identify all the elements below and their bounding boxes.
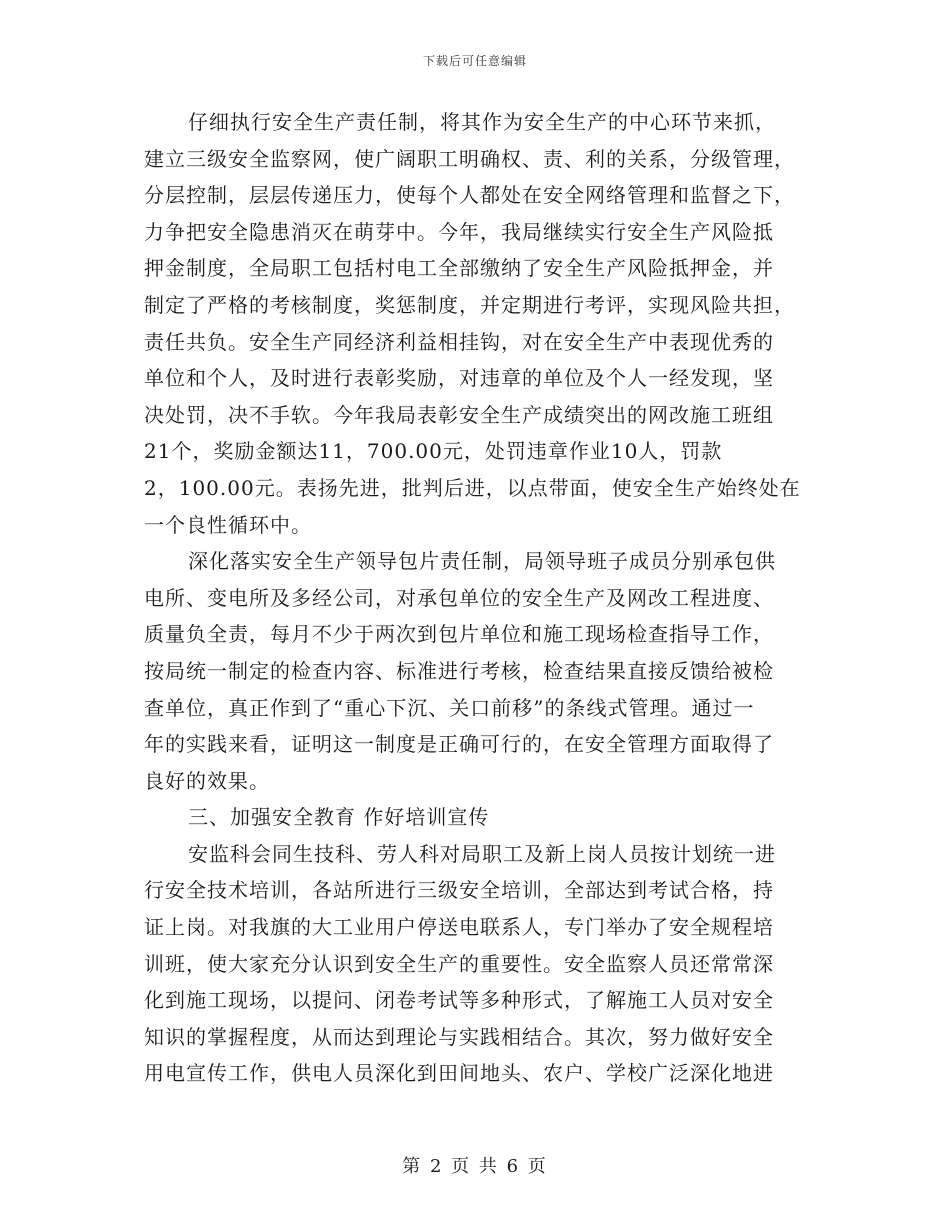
- paragraph-line: 责任共负。安全生产同经济利益相挂钩，对在安全生产中表现优秀的: [144, 329, 774, 354]
- document-body: [144, 104, 814, 1092]
- paragraph-line: 制定了严格的考核制度，奖惩制度，并定期进行考评，实现风险共担，: [144, 292, 795, 317]
- paragraph-line: 训班，使大家充分认识到安全生产的重要性。安全监察人员还常常深: [144, 951, 774, 976]
- paragraph-line: 2，100.00元。表扬先进，批判后进，以点带面，使安全生产始终处在: [144, 475, 801, 500]
- paragraph-line: 行安全技术培训，各站所进行三级安全培训，全部达到考试合格，持: [144, 878, 774, 903]
- paragraph-line: 21个，奖励金额达11，700.00元，处罚违章作业10人，罚款: [144, 439, 723, 464]
- paragraph-line: 查单位，真正作到了“重心下沉、关口前移”的条线式管理。通过一: [144, 695, 755, 720]
- paragraph-line: 分层控制，层层传递压力，使每个人都处在安全网络管理和监督之下，: [144, 183, 795, 208]
- paragraph-line: 仔细执行安全生产责任制，将其作为安全生产的中心环节来抓，: [188, 110, 776, 134]
- paragraph-line: 深化落实安全生产领导包片责任制，局领导班子成员分别承包供: [188, 549, 776, 574]
- section-heading: 三、加强安全教育 作好培训宣传: [188, 805, 490, 830]
- paragraph-line: 安监科会同生技科、劳人科对局职工及新上岗人员按计划统一进: [188, 841, 776, 866]
- paragraph-line: 电所、变电所及多经公司，对承包单位的安全生产及网改工程进度、: [144, 585, 774, 610]
- paragraph-line: 决处罚，决不手软。今年我局表彰安全生产成绩突出的网改施工班组: [144, 402, 774, 427]
- paragraph-line: 质量负全责，每月不少于两次到包片单位和施工现场检查指导工作，: [144, 622, 774, 647]
- page-header: 下载后可任意编辑: [422, 54, 527, 68]
- page-number-footer: 第 2 页 共 6 页: [402, 1156, 548, 1177]
- paragraph-line: 按局统一制定的检查内容、标准进行考核，检查结果直接反馈给被检: [144, 658, 774, 683]
- paragraph-line: 单位和个人，及时进行表彰奖励，对违章的单位及个人一经发现，坚: [144, 366, 774, 391]
- paragraph-line: 一个良性循环中。: [144, 512, 312, 537]
- paragraph-line: 知识的掌握程度，从而达到理论与实践相结合。其次，努力做好安全: [144, 1024, 774, 1049]
- paragraph-line: 良好的效果。: [144, 768, 270, 793]
- paragraph-line: 力争把安全隐患消灭在萌芽中。今年，我局继续实行安全生产风险抵: [144, 219, 774, 244]
- paragraph-line: 证上岗。对我旗的大工业用户停送电联系人，专门举办了安全规程培: [144, 915, 774, 940]
- paragraph-line: 建立三级安全监察网，使广阔职工明确权、责、利的关系，分级管理，: [144, 146, 795, 171]
- paragraph-line: 年的实践来看，证明这一制度是正确可行的，在安全管理方面取得了: [144, 732, 774, 757]
- paragraph-line: 押金制度，全局职工包括村电工全部缴纳了安全生产风险抵押金，并: [144, 256, 774, 281]
- paragraph-line: 用电宣传工作，供电人员深化到田间地头、农户、学校广泛深化地进: [144, 1061, 774, 1086]
- paragraph-line: 化到施工现场，以提问、闭卷考试等多种形式，了解施工人员对安全: [144, 988, 774, 1013]
